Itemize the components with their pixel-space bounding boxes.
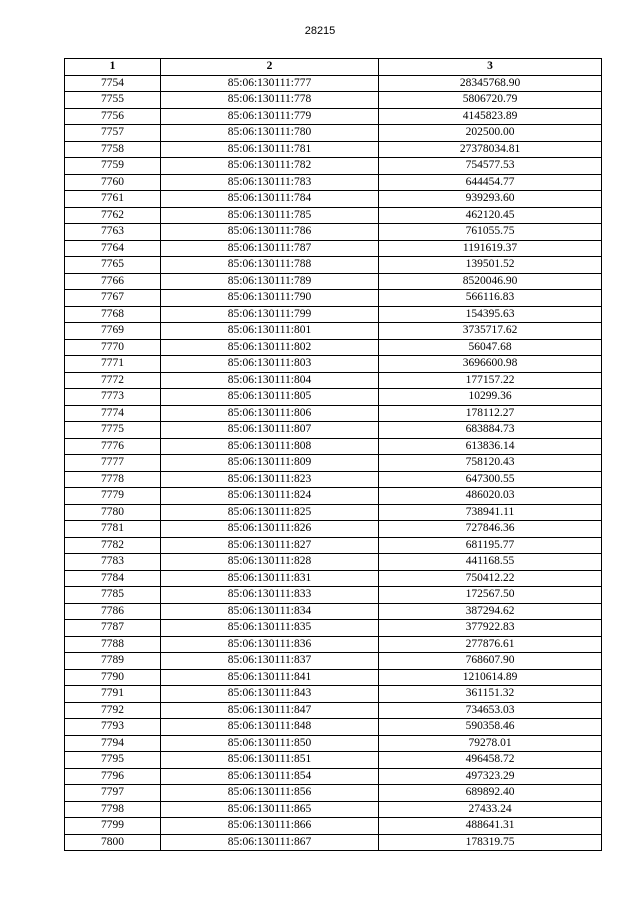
- number-cell: 7796: [65, 768, 161, 785]
- table-row: [65, 306, 602, 323]
- number-cell: 7786: [65, 603, 161, 620]
- cadastral-number-cell: 85:06:130111:827: [161, 537, 379, 554]
- value-cell: 613836.14: [379, 438, 602, 455]
- cadastral-number-cell: 85:06:130111:843: [161, 686, 379, 703]
- table-row: [65, 603, 602, 620]
- table-row: [65, 207, 602, 224]
- number-cell: 7763: [65, 224, 161, 241]
- table-row: [65, 405, 602, 422]
- value-cell: 387294.62: [379, 603, 602, 620]
- table-row: [65, 785, 602, 802]
- value-cell: 566116.83: [379, 290, 602, 307]
- number-cell: 7789: [65, 653, 161, 670]
- value-cell: 750412.22: [379, 570, 602, 587]
- cadastral-number-cell: 85:06:130111:847: [161, 702, 379, 719]
- number-cell: 7762: [65, 207, 161, 224]
- number-cell: 7791: [65, 686, 161, 703]
- number-cell: 7764: [65, 240, 161, 257]
- cadastral-number-cell: 85:06:130111:801: [161, 323, 379, 340]
- table-row: [65, 389, 602, 406]
- value-cell: 28345768.90: [379, 75, 602, 92]
- table-row: [65, 240, 602, 257]
- value-cell: 496458.72: [379, 752, 602, 769]
- number-cell: 7758: [65, 141, 161, 158]
- cadastral-number-cell: 85:06:130111:851: [161, 752, 379, 769]
- value-cell: 178112.27: [379, 405, 602, 422]
- value-cell: 644454.77: [379, 174, 602, 191]
- table-row: [65, 125, 602, 142]
- cadastral-number-cell: 85:06:130111:783: [161, 174, 379, 191]
- number-cell: 7755: [65, 92, 161, 109]
- cadastral-number-cell: 85:06:130111:787: [161, 240, 379, 257]
- value-cell: 3696600.98: [379, 356, 602, 373]
- cadastral-number-cell: 85:06:130111:828: [161, 554, 379, 571]
- value-cell: 5806720.79: [379, 92, 602, 109]
- cadastral-number-cell: 85:06:130111:803: [161, 356, 379, 373]
- cadastral-number-cell: 85:06:130111:841: [161, 669, 379, 686]
- number-cell: 7784: [65, 570, 161, 587]
- cadastral-number-cell: 85:06:130111:850: [161, 735, 379, 752]
- cadastral-number-cell: 85:06:130111:824: [161, 488, 379, 505]
- number-cell: 7761: [65, 191, 161, 208]
- table-row: [65, 75, 602, 92]
- number-cell: 7800: [65, 834, 161, 851]
- table-row: [65, 356, 602, 373]
- table-row: [65, 752, 602, 769]
- number-cell: 7756: [65, 108, 161, 125]
- number-cell: 7768: [65, 306, 161, 323]
- number-cell: 7778: [65, 471, 161, 488]
- table-row: [65, 504, 602, 521]
- data-table: [64, 58, 602, 851]
- number-cell: 7783: [65, 554, 161, 571]
- cadastral-number-cell: 85:06:130111:804: [161, 372, 379, 389]
- table-row: [65, 422, 602, 439]
- number-cell: 7769: [65, 323, 161, 340]
- cadastral-number-cell: 85:06:130111:866: [161, 818, 379, 835]
- cadastral-number-cell: 85:06:130111:809: [161, 455, 379, 472]
- cadastral-number-cell: 85:06:130111:781: [161, 141, 379, 158]
- table-header: [65, 59, 602, 76]
- number-cell: 7774: [65, 405, 161, 422]
- table-row: [65, 801, 602, 818]
- value-cell: 361151.32: [379, 686, 602, 703]
- value-cell: 689892.40: [379, 785, 602, 802]
- cadastral-number-cell: 85:06:130111:825: [161, 504, 379, 521]
- number-cell: 7754: [65, 75, 161, 92]
- table-row: [65, 521, 602, 538]
- cadastral-number-cell: 85:06:130111:826: [161, 521, 379, 538]
- number-cell: 7759: [65, 158, 161, 175]
- table-row: [65, 537, 602, 554]
- cadastral-number-cell: 85:06:130111:799: [161, 306, 379, 323]
- value-cell: 462120.45: [379, 207, 602, 224]
- number-cell: 7766: [65, 273, 161, 290]
- cadastral-number-cell: 85:06:130111:779: [161, 108, 379, 125]
- table-row: [65, 141, 602, 158]
- number-cell: 7780: [65, 504, 161, 521]
- table-row: [65, 636, 602, 653]
- value-cell: 27378034.81: [379, 141, 602, 158]
- cadastral-number-cell: 85:06:130111:831: [161, 570, 379, 587]
- cadastral-number-cell: 85:06:130111:856: [161, 785, 379, 802]
- header-cell-2: 2: [161, 59, 379, 76]
- value-cell: 590358.46: [379, 719, 602, 736]
- value-cell: 758120.43: [379, 455, 602, 472]
- value-cell: 1210614.89: [379, 669, 602, 686]
- value-cell: 377922.83: [379, 620, 602, 637]
- cadastral-number-cell: 85:06:130111:780: [161, 125, 379, 142]
- number-cell: 7798: [65, 801, 161, 818]
- value-cell: 277876.61: [379, 636, 602, 653]
- number-cell: 7773: [65, 389, 161, 406]
- number-cell: 7760: [65, 174, 161, 191]
- cadastral-number-cell: 85:06:130111:836: [161, 636, 379, 653]
- cadastral-number-cell: 85:06:130111:790: [161, 290, 379, 307]
- table-row: [65, 290, 602, 307]
- table-row: [65, 323, 602, 340]
- cadastral-number-cell: 85:06:130111:806: [161, 405, 379, 422]
- cadastral-number-cell: 85:06:130111:835: [161, 620, 379, 637]
- value-cell: 727846.36: [379, 521, 602, 538]
- table-row: [65, 339, 602, 356]
- cadastral-number-cell: 85:06:130111:837: [161, 653, 379, 670]
- table-row: [65, 471, 602, 488]
- value-cell: 1191619.37: [379, 240, 602, 257]
- table-row: [65, 191, 602, 208]
- cadastral-number-cell: 85:06:130111:777: [161, 75, 379, 92]
- table-row: [65, 620, 602, 637]
- number-cell: 7799: [65, 818, 161, 835]
- number-cell: 7777: [65, 455, 161, 472]
- number-cell: 7782: [65, 537, 161, 554]
- cadastral-number-cell: 85:06:130111:785: [161, 207, 379, 224]
- value-cell: 4145823.89: [379, 108, 602, 125]
- value-cell: 754577.53: [379, 158, 602, 175]
- table-row: [65, 108, 602, 125]
- cadastral-number-cell: 85:06:130111:834: [161, 603, 379, 620]
- value-cell: 3735717.62: [379, 323, 602, 340]
- value-cell: 178319.75: [379, 834, 602, 851]
- table-row: [65, 257, 602, 274]
- number-cell: 7793: [65, 719, 161, 736]
- cadastral-number-cell: 85:06:130111:865: [161, 801, 379, 818]
- cadastral-number-cell: 85:06:130111:802: [161, 339, 379, 356]
- cadastral-number-cell: 85:06:130111:788: [161, 257, 379, 274]
- table-row: [65, 702, 602, 719]
- value-cell: 488641.31: [379, 818, 602, 835]
- page-number: 28215: [304, 25, 336, 37]
- cadastral-number-cell: 85:06:130111:805: [161, 389, 379, 406]
- value-cell: 441168.55: [379, 554, 602, 571]
- value-cell: 681195.77: [379, 537, 602, 554]
- cadastral-number-cell: 85:06:130111:854: [161, 768, 379, 785]
- table-row: [65, 273, 602, 290]
- table-row: [65, 158, 602, 175]
- value-cell: 939293.60: [379, 191, 602, 208]
- table-row: [65, 686, 602, 703]
- number-cell: 7770: [65, 339, 161, 356]
- value-cell: 768607.90: [379, 653, 602, 670]
- table-row: [65, 372, 602, 389]
- table-row: [65, 224, 602, 241]
- table-row: [65, 455, 602, 472]
- cadastral-number-cell: 85:06:130111:808: [161, 438, 379, 455]
- header-cell-1: 1: [65, 59, 161, 76]
- table-row: [65, 669, 602, 686]
- number-cell: 7771: [65, 356, 161, 373]
- number-cell: 7776: [65, 438, 161, 455]
- value-cell: 56047.68: [379, 339, 602, 356]
- table-row: [65, 735, 602, 752]
- number-cell: 7779: [65, 488, 161, 505]
- value-cell: 79278.01: [379, 735, 602, 752]
- table-row: [65, 488, 602, 505]
- number-cell: 7772: [65, 372, 161, 389]
- cadastral-number-cell: 85:06:130111:789: [161, 273, 379, 290]
- value-cell: 738941.11: [379, 504, 602, 521]
- table-row: [65, 834, 602, 851]
- value-cell: 8520046.90: [379, 273, 602, 290]
- cadastral-number-cell: 85:06:130111:867: [161, 834, 379, 851]
- value-cell: 761055.75: [379, 224, 602, 241]
- cadastral-number-cell: 85:06:130111:778: [161, 92, 379, 109]
- number-cell: 7765: [65, 257, 161, 274]
- number-cell: 7775: [65, 422, 161, 439]
- value-cell: 683884.73: [379, 422, 602, 439]
- table-row: [65, 570, 602, 587]
- number-cell: 7797: [65, 785, 161, 802]
- table-body: [65, 75, 602, 851]
- cadastral-number-cell: 85:06:130111:833: [161, 587, 379, 604]
- table-row: [65, 768, 602, 785]
- number-cell: 7781: [65, 521, 161, 538]
- table-row: [65, 719, 602, 736]
- number-cell: 7794: [65, 735, 161, 752]
- value-cell: 734653.03: [379, 702, 602, 719]
- header-row: [65, 59, 602, 76]
- number-cell: 7767: [65, 290, 161, 307]
- header-cell-3: 3: [379, 59, 602, 76]
- cadastral-number-cell: 85:06:130111:782: [161, 158, 379, 175]
- cadastral-number-cell: 85:06:130111:807: [161, 422, 379, 439]
- table-row: [65, 653, 602, 670]
- table-row: [65, 818, 602, 835]
- table-row: [65, 587, 602, 604]
- table-row: [65, 174, 602, 191]
- value-cell: 27433.24: [379, 801, 602, 818]
- table-row: [65, 554, 602, 571]
- number-cell: 7788: [65, 636, 161, 653]
- value-cell: 177157.22: [379, 372, 602, 389]
- value-cell: 10299.36: [379, 389, 602, 406]
- value-cell: 172567.50: [379, 587, 602, 604]
- table-row: [65, 92, 602, 109]
- number-cell: 7787: [65, 620, 161, 637]
- number-cell: 7795: [65, 752, 161, 769]
- number-cell: 7790: [65, 669, 161, 686]
- number-cell: 7792: [65, 702, 161, 719]
- value-cell: 139501.52: [379, 257, 602, 274]
- cadastral-number-cell: 85:06:130111:786: [161, 224, 379, 241]
- value-cell: 497323.29: [379, 768, 602, 785]
- cadastral-number-cell: 85:06:130111:784: [161, 191, 379, 208]
- table-row: [65, 438, 602, 455]
- cadastral-number-cell: 85:06:130111:848: [161, 719, 379, 736]
- value-cell: 647300.55: [379, 471, 602, 488]
- value-cell: 486020.03: [379, 488, 602, 505]
- number-cell: 7785: [65, 587, 161, 604]
- value-cell: 202500.00: [379, 125, 602, 142]
- cadastral-number-cell: 85:06:130111:823: [161, 471, 379, 488]
- value-cell: 154395.63: [379, 306, 602, 323]
- number-cell: 7757: [65, 125, 161, 142]
